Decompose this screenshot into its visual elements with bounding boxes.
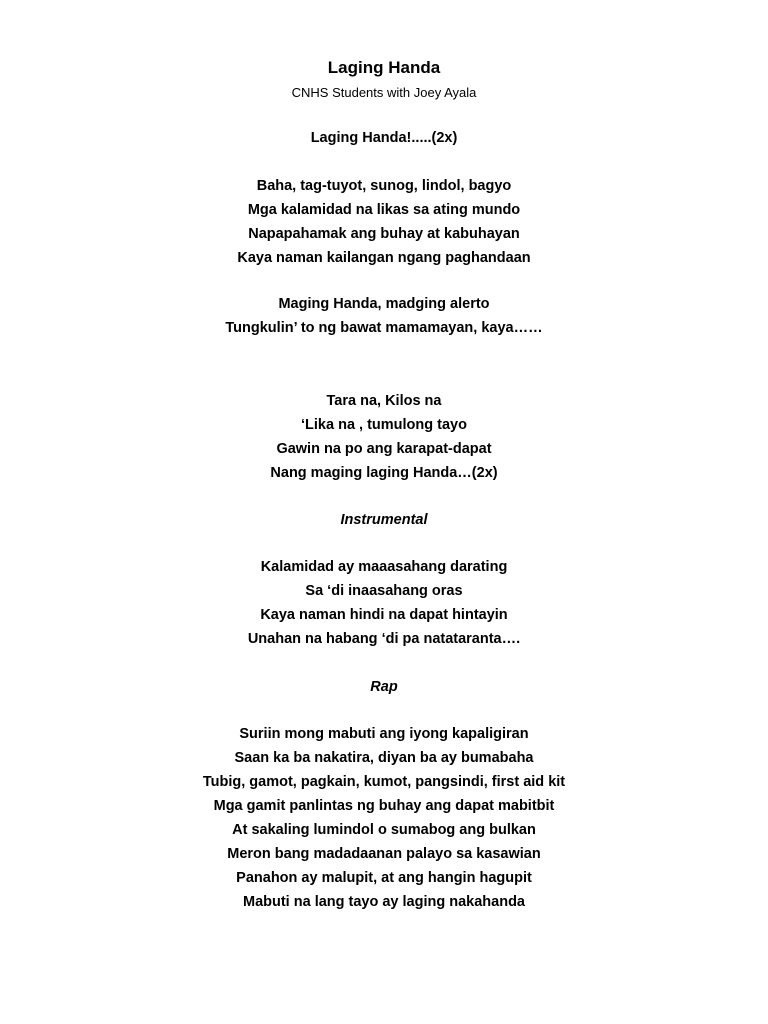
lyric-line: Suriin mong mabuti ang iyong kapaligiran [239,726,529,742]
lyric-line: Tubig, gamot, pagkain, kumot, pangsindi, first aid kit [202,774,566,790]
lyric-line: Panahon ay malupit, at ang hangin hagupit [236,870,532,886]
lyric-line: ‘Lika na , tumulong tayo [301,417,467,433]
lyric-line: Mabuti na lang tayo ay laging nakahanda [243,894,525,910]
lyric-line: Meron bang madadaanan palayo sa kasawian [227,846,541,862]
lyric-line: Maging Handa, madging alerto [278,296,490,312]
rap-label: Rap [370,679,398,695]
intro-stanza [0,126,768,150]
instrumental-section [0,508,768,532]
rap-stanza [0,722,768,914]
lyric-line: Sa ‘di inaasahang oras [305,583,463,599]
chorus-stanza [0,389,768,485]
lyric-line: Unahan na habang ‘di pa natataranta…. [247,631,521,647]
lyric-line: Laging Handa!.....(2x) [310,130,458,146]
lyric-line: At sakaling lumindol o sumabog ang bulkan [232,822,536,838]
lyric-line: Tungkulin’ to ng bawat mamamayan, kaya…… [225,320,543,336]
instrumental-label: Instrumental [340,512,428,528]
lyric-line: Kalamidad ay maaasahang darating [260,559,508,575]
lyric-line: Kaya naman hindi na dapat hintayin [260,607,508,623]
lyric-line: Napapahamak ang buhay at kabuhayan [248,226,520,242]
verse-2-stanza [0,555,768,651]
lyric-line: Tara na, Kilos na [326,393,442,409]
lyric-line: Saan ka ba nakatira, diyan ba ay bumabaha [234,750,534,766]
verse-1-stanza [0,174,768,270]
lyric-line: Gawin na po ang karapat-dapat [276,441,492,457]
lyric-line: Baha, tag-tuyot, sunog, lindol, bagyo [256,178,512,194]
song-title: Laging Handa [327,58,441,77]
rap-section-heading [0,675,768,699]
lyric-line: Mga gamit panlintas ng buhay ang dapat mabitbit [213,798,555,814]
lyric-line: Kaya naman kailangan ngang paghandaan [237,250,531,266]
lyric-line: Nang maging laging Handa…(2x) [270,465,498,481]
song-subtitle: CNHS Students with Joey Ayala [291,85,477,100]
lyric-line: Mga kalamidad na likas sa ating mundo [247,202,521,218]
prechorus-stanza [0,292,768,340]
